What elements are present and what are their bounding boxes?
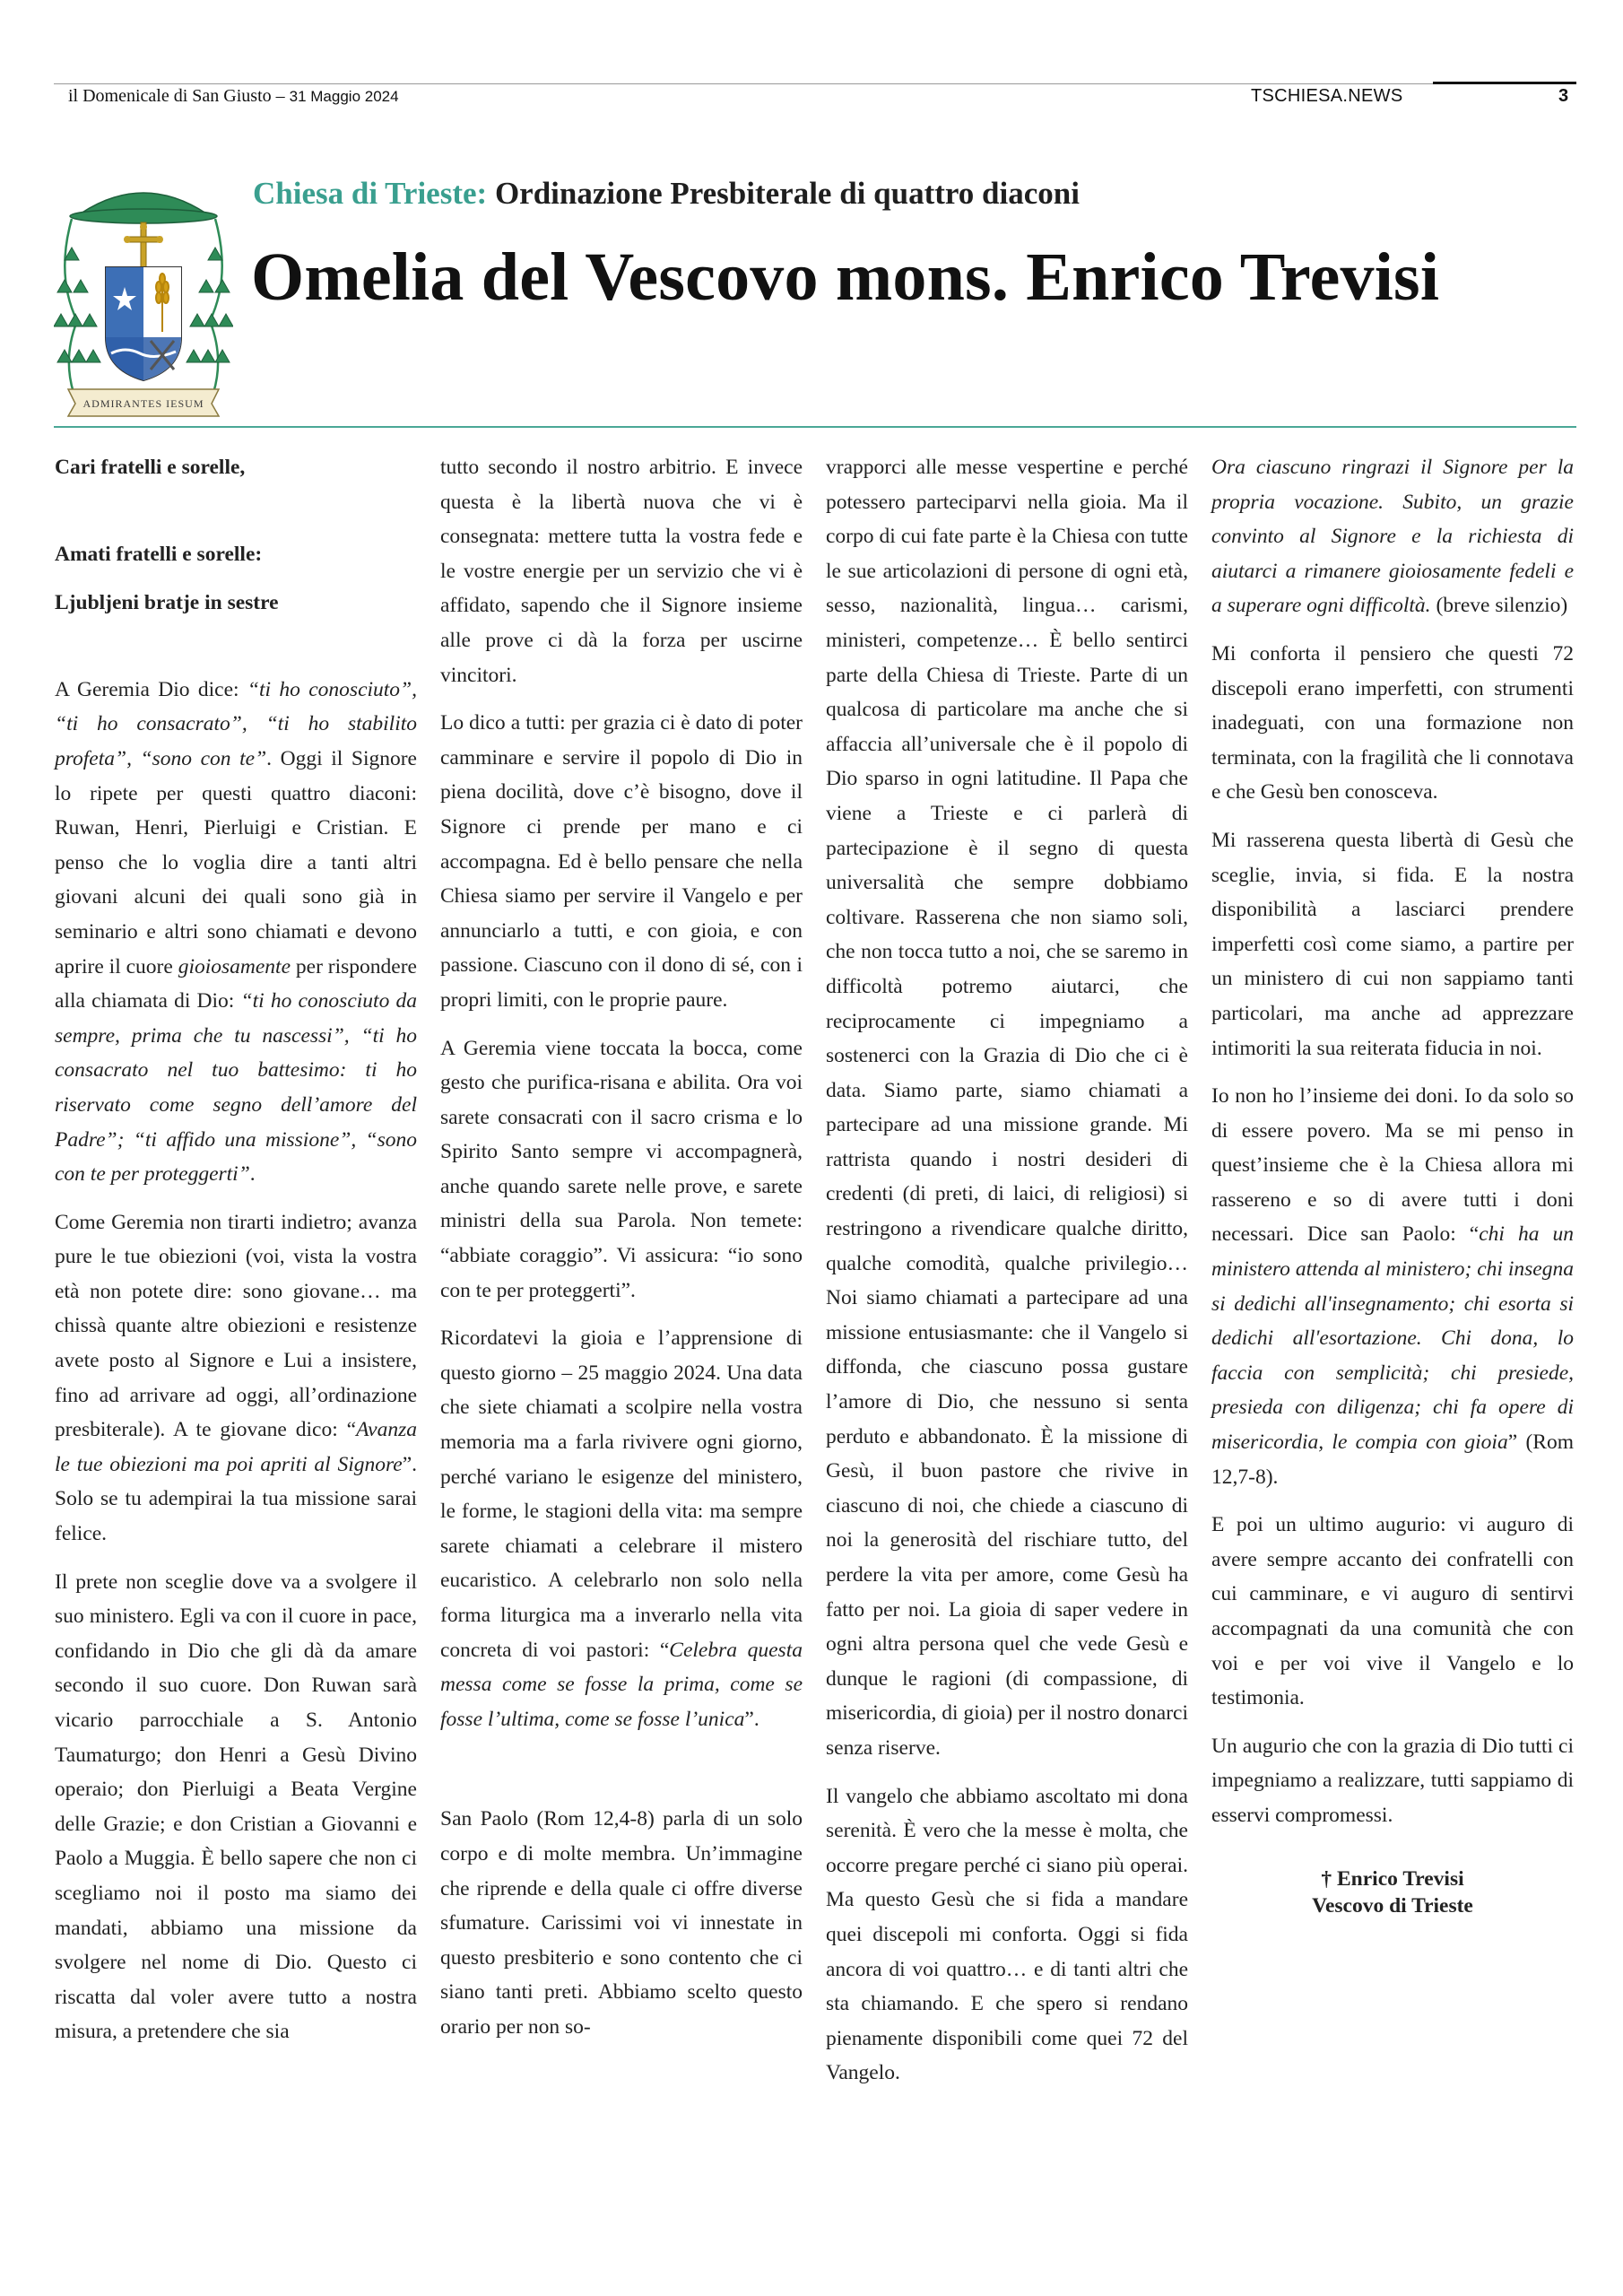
paragraph: Il vangelo che abbiamo ascoltato mi dona serenità. È vero che la messe è molta, che occorre pregare perché ci siano più operai. Ma questo Gesù che si fida a mandare quei discepoli mi conforta. Oggi si fida ancora di voi quattro… e di tanti altri che sta chiamando. E che spero si rendano pienamente disponibili come quei 72 del Vangelo. — [826, 1784, 1188, 2085]
salutation-italian: Cari fratelli e sorelle, — [55, 456, 246, 479]
text-run-italic: Ora ciascuno ringrazi il Signore per la propria vocazione. Subito, un grazie convinto al Signore e la richiesta di aiutarci a rimanere gioiosamente fedeli e a superare ogni difficoltà. — [1211, 456, 1574, 618]
paragraph: tutto secondo il nostro arbitrio. E invece questa è la libertà nuova che vi è consegnata: mettere tutta la vostra fede e le vostre energie per un servizio che vi è affidato, sapendo che il Signore insieme alle prove ci dà la forza per uscirne vincitori. — [440, 456, 803, 687]
text-run: A Geremia Dio dice: — [55, 677, 247, 701]
paragraph — [1211, 1079, 1574, 1494]
spacer — [55, 621, 417, 673]
salutation-amati: Amati fratelli e sorelle: — [55, 542, 263, 566]
paragraph — [440, 1321, 803, 1736]
text-run-italic: chi ha un ministero attenda al ministero; chi insegna si dedichi all'insegnamento; chi esorta si dedichi all'esortazione. Chi dona, lo faccia con semplicità; chi presiede, presieda con diligenza; chi fa opere di misericordia, le compia con gioia — [1211, 1222, 1574, 1455]
publication-name: il Domenicale di San Giusto – — [68, 86, 285, 106]
paragraph — [1211, 450, 1574, 623]
signature-block — [1211, 1866, 1574, 1919]
paragraph — [55, 1205, 417, 1552]
episcopal-coat-of-arms — [54, 178, 233, 422]
signature-title: Vescovo di Trieste — [1312, 1893, 1473, 1918]
text-run: Come Geremia non tirarti indietro; avanza pure le tue obiezioni (voi, vista la vostra età non potete dire: sono giovane… ma chissà quante altre obiezioni e resistenze avete posto al Signore e Lui a insistere, fino ad arrivare ad oggi, all’ordinazione presbiterale). A te giovane dico: “ — [55, 1210, 417, 1442]
header-rule — [54, 83, 1576, 84]
text-run: ” (Rom 12,7-8). — [1211, 1431, 1574, 1489]
paragraph: Mi rasserena questa libertà di Gesù che sceglie, invia, si fida. E la nostra disponibilità a lasciarci prendere imperfetti così come siamo, a partire per un ministero di cui non sappiamo tanti particolari, ma anche ad apprezzare intimoriti la sua reiterata fiducia in noi. — [1211, 828, 1574, 1060]
text-run-italic: Celebra questa messa come se fosse la prima, come se fosse l’ultima, come se fosse l’unica — [440, 1638, 803, 1731]
site-name: TSCHIESA.NEWS — [1251, 86, 1403, 106]
kicker-text: Ordinazione Presbiterale di quattro diaconi — [494, 176, 1080, 211]
text-run: per rispondere alla chiamata di Dio: — [55, 954, 417, 1013]
spacer — [55, 485, 417, 537]
text-run: . Oggi il Signore lo ripete per questi quattro diaconi: Ruwan, Henri, Pierluigi e Cristian. E penso che lo voglia dire a tanti altri giovani alcuni dei quali sono già in seminario e altri sono chiamati e devono aprire il cuore — [55, 746, 417, 978]
paragraph: A Geremia viene toccata la bocca, come gesto che purifica-risana e abilita. Ora voi sarete consacrati con il sacro crisma e lo Spirito Santo sempre vi accompagnerà, anche quando sarete nelle prove, e sarete ministri della sua Parola. Non temete: “abbiate coraggio”. Vi assicura: “io sono con te per proteggerti”. — [440, 1036, 803, 1302]
text-run: . — [249, 1162, 256, 1187]
paragraph: Il prete non sceglie dove va a svolgere il suo ministero. Egli va con il cuore in pace, confidando in Dio che gli dà da amare secondo il suo cuore. Don Ruwan sarà vicario parrocchiale a S. Antonio Taumaturgo; don Henri a Gesù Divino operaio; don Pierluigi a Beata Vergine delle Grazie; e don Cristian a Giovanni e Paolo a Muggia. È bello sapere che non ci scegliamo noi il posto ma siamo dei mandati, abbiamo una missione da svolgere nel nome di Dio. Questo ci riscatta dal voler avere tutto a nostra misura, a pretendere che sia — [55, 1570, 417, 2044]
text-run-italic: “ti ho conosciuto”, “ti ho consacrato”, “ti ho stabilito profeta”, “sono con te” — [55, 677, 417, 770]
salutation-slovenian: Ljubljeni bratje in sestre — [55, 591, 279, 615]
text-run: Io non ho l’insieme dei doni. Io da solo so di essere povero. Ma se mi penso in quest’insieme che è la Chiesa allora mi rasserenо e so di avere tutti i doni necessari. Dice san Paolo: “ — [1211, 1084, 1574, 1247]
text-run: (breve silenzio) — [1430, 594, 1568, 618]
paragraph: San Paolo (Rom 12,4-8) parla di un solo corpo e di molte membra. Un’immagine che riprende e della quale ci offre diverse sfumature. Carissimi voi vi innestate in questo presbiterio e sono contento che ci siano tanti preti. Abbiamo scelto questo orario per non so- — [440, 1807, 803, 2039]
article-column-3 — [826, 450, 1188, 2104]
text-run: Ricordatevi la gioia e l’apprensione di questo giorno – 25 maggio 2024. Una data che siete chiamati a scolpire nella vostra memoria ma a farla rivivere ogni giorno, perché variano le esigenze del ministero, le forme, le stagioni della vita: ma sempre sarete chiamati a celebrare il mistero eucaristico. A celebrarlo non solo nella forma liturgica ma a inverarlo nella vita concreta di voi pastori: “ — [440, 1326, 803, 1662]
article-column-2 — [440, 450, 803, 2058]
signature-name: † Enrico Trevisi — [1321, 1866, 1464, 1891]
paragraph: Lo dico a tutti: per grazia ci è dato di poter camminare e servire il popolo di Dio in piena docilità, dove c’è bisogno, dove il Signore ci prende per mano e ci accompagna. Ed è bello pensare che nella Chiesa siamo per servire il Vangelo e per annunciarlo a tutti, e con gioia, e con passione. Ciascuno con il dono di sé, con i propri limiti, con le proprie paure. — [440, 711, 803, 1012]
article-headline: Omelia del Vescovo mons. Enrico Trevisi — [251, 239, 1440, 315]
article-column-4 — [1211, 450, 1574, 1919]
text-run-italic: Avanza le tue obiezioni ma poi apriti al Signore — [55, 1418, 417, 1476]
text-run-italic: “ti ho conosciuto da sempre, prima che tu nascessi”, “ti ho consacrato nel tuo battesimo: ti ho riservato come segno dell’amore del Padre”; “ti affido una missione”, “sono con te per proteggerti” — [55, 989, 417, 1187]
kicker-section: Chiesa di Trieste: — [253, 176, 488, 211]
paragraph: vrapporci alle messe vespertine e perché potessero parteciparvi nella gioia. Ma il corpo di cui fate parte è la Chiesa con tutte le sue articolazioni di persone di ogni età, sesso, nazionalità, lingua… carismi, ministeri, competenze… È bello sentirci parte della Chiesa di Trieste. Parte di un qualcosa di particolare ma anche che si affaccia all’universale che è il popolo di Dio sparso in ogni latitudine. Il Papa che viene a Trieste e ci parlerà di partecipazione è il segno di questa universalità che sempre dobbiamo coltivare. Rasserena che non siamo soli, che non tocca tutto a noi, che se saremo in difficoltà potremo aiutarci, che reciprocamente ci impegniamo a sostenerci con la Grazia di Dio che ci è data. Siamo parte, siamo chiamati a partecipare ad una missione grande. Mi rattrista quando i nostri desideri di credenti (di preti, di laici, di religiosi) si restringono a rivendicare qualche diritto, qualche comodità, qualche privilegio… Noi siamo chiamati a partecipare ad una missione entusiasmante: che il Vangelo si diffonda, che ciascuno possa gustare l’amore di Dio, che nessuno si senta perduto e abbandonato. È la missione di Gesù, il buon pastore che rivive in ciascuno di noi, che chiede a ciascuno di noi la generosità del rischiare tutto, del perdere la vita per amore, come Gesù ha fatto per noi. La gioia di saper vedere in ogni altra persona quel che vede Gesù e dunque le ragioni (di compassione, di misericordia, di gioia) per il nostro donarci senza riserve. — [826, 456, 1188, 1760]
article-column-1 — [55, 450, 417, 2063]
spacer — [440, 1750, 803, 1802]
paragraph: Mi conforta il pensiero che questi 72 discepoli erano imperfetti, con strumenti inadeguati, con una formazione non terminata, con la fragilità che li connotava e che Gesù ben conosceva. — [1211, 641, 1574, 804]
article-kicker — [253, 176, 1080, 212]
title-rule — [54, 426, 1576, 428]
paragraph: Un augurio che con la grazia di Dio tutti ci impegniamo a realizzare, tutti sappiamo di esservi compromessi. — [1211, 1734, 1574, 1827]
crest-motto: ADMIRANTES IESUM — [82, 397, 204, 410]
text-run-italic: gioiosamente — [178, 954, 291, 978]
text-run: ”. — [744, 1707, 759, 1731]
paragraph — [55, 673, 417, 1192]
issue-date: 31 Maggio 2024 — [289, 88, 399, 105]
page-number: 3 — [1558, 86, 1569, 106]
publication-line — [68, 86, 399, 107]
header-rule-accent — [1433, 82, 1576, 84]
paragraph: E poi un ultimo augurio: vi auguro di avere sempre accanto dei confratelli con cui camminare, e vi auguro di sentirvi accompagnati da una comunità che con voi e per voi vive il Vangelo e lo testimonia. — [1211, 1513, 1574, 1710]
text-run: ”. Solo se tu adempirai la tua missione sarai felice. — [55, 1452, 417, 1546]
